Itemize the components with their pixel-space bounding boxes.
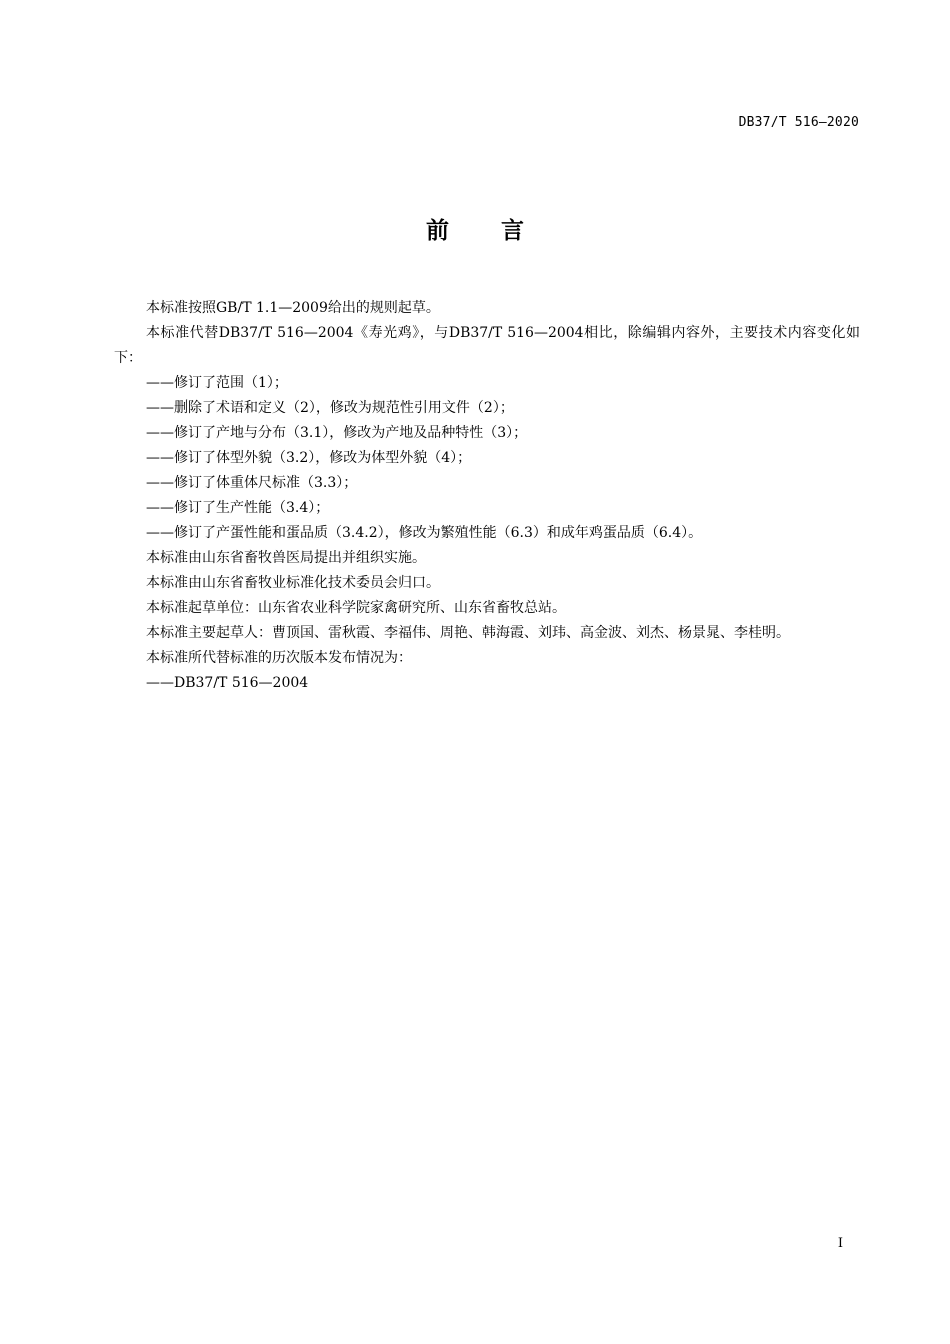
change-item-egg-quality: ——修订了产蛋性能和蛋品质（3.4.2），修改为繁殖性能（6.3）和成年鸡蛋品质（6.4）。 bbox=[146, 525, 703, 541]
paragraph-drafting-units: 本标准起草单位：山东省农业科学院家禽研究所、山东省畜牧总站。 bbox=[146, 600, 566, 616]
paragraph-drafting-rules: 本标准按照GB/T 1.1—2009给出的规则起草。 bbox=[146, 300, 440, 316]
change-item-body-size: ——修订了体重体尺标准（3.3）； bbox=[146, 475, 358, 491]
history-item-2004: ——DB37/T 516—2004 bbox=[146, 675, 309, 691]
change-item-terms: ——删除了术语和定义（2），修改为规范性引用文件（2）； bbox=[146, 400, 514, 416]
paragraph-history-intro: 本标准所代替标准的历次版本发布情况为： bbox=[146, 650, 412, 666]
change-item-production: ——修订了生产性能（3.4）； bbox=[146, 500, 330, 516]
foreword-body bbox=[114, 296, 860, 696]
paragraph-committee: 本标准由山东省畜牧业标准化技术委员会归口。 bbox=[146, 575, 440, 591]
paragraph-proposer: 本标准由山东省畜牧兽医局提出并组织实施。 bbox=[146, 550, 426, 566]
page-number: I bbox=[837, 1236, 843, 1251]
paragraph-drafters: 本标准主要起草人：曹顶国、雷秋霞、李福伟、周艳、韩海霞、刘玮、高金波、刘杰、杨景晁、李桂明。 bbox=[146, 625, 790, 641]
page-title: 前 言 bbox=[425, 218, 546, 244]
paragraph-replacement-note: 本标准代替DB37/T 516—2004《寿光鸡》，与DB37/T 516—2004相比，除编辑内容外，主要技术内容变化如下： bbox=[114, 325, 860, 366]
change-item-origin: ——修订了产地与分布（3.1），修改为产地及品种特性（3）； bbox=[146, 425, 528, 441]
change-item-appearance: ——修订了体型外貌（3.2），修改为体型外貌（4）； bbox=[146, 450, 472, 466]
change-item-scope: ——修订了范围（1）； bbox=[146, 375, 288, 391]
standard-code-header: DB37/T 516—2020 bbox=[738, 115, 859, 130]
